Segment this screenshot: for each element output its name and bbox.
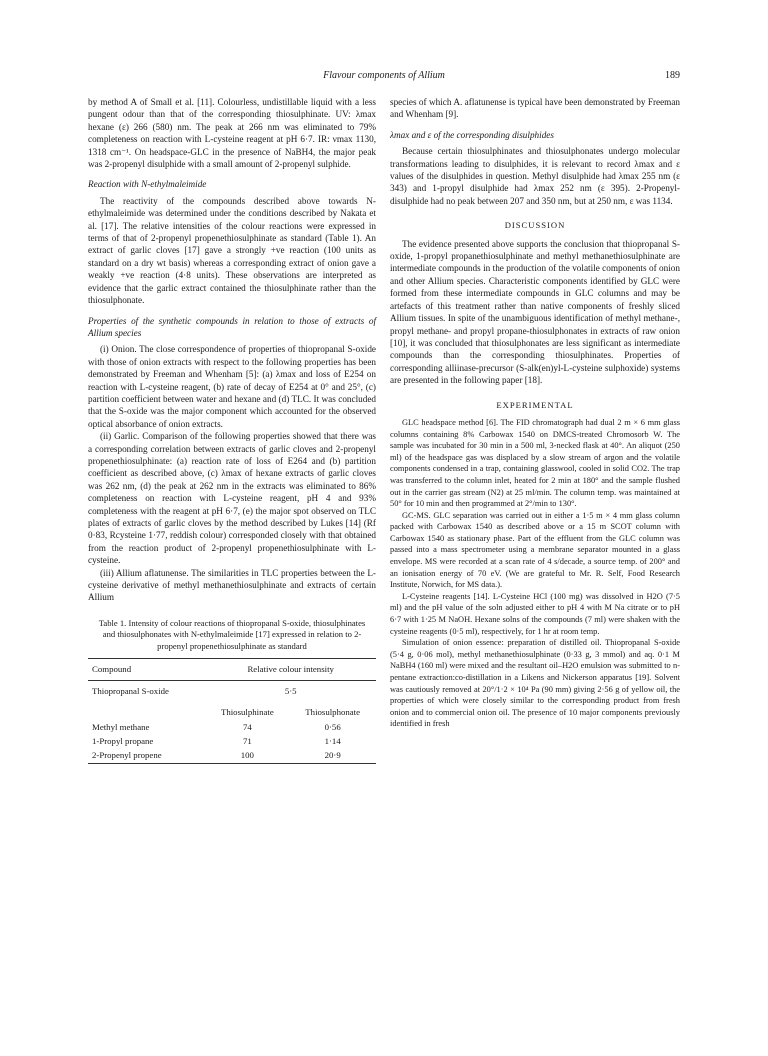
- running-title: Flavour components of Allium: [323, 70, 445, 81]
- table-row-label: Thiopropanal S-oxide: [92, 685, 169, 696]
- paragraph: (i) Onion. The close correspondence of properties of thiopropanal S-oxide with those of onion extracts with respect to the following properties has been demonstrated by Freeman and Whenham [5]: (a) λmax and loss of E254 on reaction with L-cysteine reagent, (b) rate of decay of E254 at 0° and 25°, (c) partition coefficient between water and hexane and (d) TLC. It was concluded that the S-oxide was the major component which accounted for the observed optical absorbance of onion extracts.: [88, 344, 376, 429]
- table-header-compound: Compound: [92, 664, 132, 675]
- table-cell: 20·9: [324, 750, 341, 761]
- table-caption: Table 1. Intensity of colour reactions of thiopropanal S-oxide, thiosulphinates and thiosulphonates with N-ethylmaleimide [17] expressed in relation to 2-propenyl propenethiosulphinate as standard: [98, 617, 366, 651]
- table-cell: 5·5: [284, 685, 297, 696]
- page-number: 189: [665, 70, 680, 81]
- table-cell: 74: [242, 721, 252, 732]
- paragraph: GLC headspace method [6]. The FID chromatograph had dual 2 m × 6 mm glass columns containing 8% Carbowax 1540 on DMCS-treated Chromosorb W. The sample was incubated for 30 min in a 500 ml, 3-necked flask at 40°. An aliquot (250 ml) of the headspace gas was displaced by a slow stream of argon and the volatile components condensed in a trap, containing glasswool, cooled in solid CO2. The trap was transferred to the column inlet, heated for 2 min at 180° and the sample flushed out in the carrier gas stream (N2) at 25 ml/min. The column temp. was maintained at 50° for 10 min and then programmed at 2°/min to 130°.: [390, 417, 680, 509]
- section-heading-discussion: DISCUSSION: [504, 220, 566, 231]
- subsection-heading-reaction: Reaction with N-ethylmaleimide: [88, 179, 207, 190]
- table-cell: 0·56: [324, 721, 341, 732]
- paragraph: The reactivity of the compounds described above towards N-ethylmaleimide was determined under the conditions described by Nakata et al. [17]. The relative intensities of the colour reactions were expressed in terms of that of 2-propenyl propenethiosulphinate as standard (Table 1). An extract of garlic cloves [17] gave a strongly +ve reaction (100 units as standard on a dry wt basis) whereas a corresponding extract of onion gave a weakly +ve reaction (4·8 units). These observations are interpreted as evidence that the garlic extract contained the thiosulphinate rather than the thiosulphonate.: [88, 195, 376, 306]
- paragraph: The evidence presented above supports the conclusion that thiopropanal S-oxide, 1-propyl propanethiosulphinate and methyl methanethiosulphinate are intermediate compounds in the production of the volatile components of onion and other Allium species. Characteristic components identified by GLC were formed from these intermediate compounds in GLC columns and may be artefacts of this treatment rather than native components of freshly sliced Allium tissues. In spite of the unambiguous identification of methyl methane-, propyl methane- and propyl propane-thiosulphonates in extracts of raw onion [10], it was concluded that thiosulphonates are less significant as intermediate compounds than the corresponding thiosulphinates. Properties of corresponding alliinase-precursor (S-alk(en)yl-L-cysteine sulphoxide) systems are presented in the following paper [18].: [390, 238, 680, 386]
- right-column: [390, 96, 680, 730]
- paragraph: Because certain thiosulphinates and thiosulphonates undergo molecular transformations leading to disulphides, it is relevant to record λmax and ε values of the disulphides in question. Methyl disulphide had λmax 255 nm (ε 343) and 1-propyl disulphide had λmax 252 nm (ε 395). 2-Propenyl-disulphide had no peak between 207 and 350 nm, but at 250 nm, ε was 1134.: [390, 146, 680, 206]
- paragraph: (iii) Allium aflatunense. The similarities in TLC properties between the L-cysteine derivative of methyl methanethiosulphinate and extracts of certain Allium: [88, 567, 376, 603]
- paragraph: GC-MS. GLC separation was carried out in either a 1·5 m × 4 mm glass column packed with Carbowax 1540 as described above or a 15 m SCOT column with Carbowax 1540 as stationary phase. Part of the effluent from the GLC column was passed into a mass spectrometer using a membrane separator mounted in a glass envelope. MS were recorded at a scan rate of 4 s/decade, a source temp. of 200° and an ionisation energy of 70 eV. (We are grateful to Mr. R. Self, Food Research Institute, Norwich, for MS data.).: [390, 510, 680, 590]
- table-row-label: 2-Propenyl propene: [92, 750, 162, 761]
- table-cell: 100: [240, 750, 254, 761]
- subsection-heading-properties: Properties of the synthetic compounds in relation to those of extracts of Allium species: [88, 315, 376, 338]
- table-1: [88, 658, 376, 765]
- paragraph: Simulation of onion essence: preparation of distilled oil. Thiopropanal S-oxide (5·4 g, 0·06 mol), methyl methanethiosulphinate (0·33 g, 3 mmol) and aq. 0·1 M NaBH4 (160 ml) were mixed and the resultant oil–H2O emulsion was submitted to n-pentane extraction:co-distillation in a Likens and Nickerson apparatus [19]. Solvent was cautiously removed at 20°/1·2 × 10⁴ Pa (90 mm) giving 2·56 g of yellow oil, the properties of which were closely similar to the corresponding product from fresh onion and to commercial onion oil. The presence of 10 major components previously identified in fresh: [390, 638, 680, 729]
- table-subheader-thiosulphonate: Thiosulphonate: [305, 707, 361, 718]
- table-header-intensity: Relative colour intensity: [247, 664, 334, 675]
- table-row-label: Methyl methane: [92, 721, 150, 732]
- paragraph: L-Cysteine reagents [14]. L-Cysteine HCl (100 mg) was dissolved in H2O (7·5 ml) and the pH value of the soln adjusted either to pH 4 with M Na citrate or to pH 6·7 with 1·25 M NaOH. Hexane solns of the compounds (7 ml) were shaken with the cysteine reagents (0·5 ml), respectively, for 1 hr at room temp.: [390, 591, 680, 636]
- paragraph: species of which A. aflatunense is typical have been demonstrated by Freeman and Whenham [9].: [390, 97, 680, 120]
- subsection-heading-lambda: λmax and ε of the corresponding disulphides: [390, 129, 554, 140]
- table-row-label: 1-Propyl propane: [92, 735, 154, 746]
- paragraph: (ii) Garlic. Comparison of the following properties showed that there was a corresponding correlation between extracts of garlic cloves and 2-propenyl propenethiosulphinate: (a) reaction rate of loss of E264 and (b) partition coefficient as described above, (c) λmax of hexane extracts of garlic cloves was 262 nm, (d) the peak at 262 nm in the extracts was eliminated to 86% completeness on reaction with L-cysteine reagent, pH 4 and 93% completeness with the reagent at pH 6·7, (e) the major spot observed on TLC plates of extracts of garlic cloves by the method described by Lukes [14] (Rf 0·83, Rcysteine 1·77, reddish colour) corresponded closely with that obtained from the reaction product of 2-propenyl propenethiosulphinate with L-cysteine.: [88, 431, 376, 566]
- left-column: [88, 96, 376, 766]
- table-cell: 71: [242, 735, 252, 746]
- table-cell: 1·14: [324, 735, 341, 746]
- table-subheader-thiosulphinate: Thiosulphinate: [220, 707, 274, 718]
- table-bottom-rule: [88, 763, 376, 766]
- section-heading-experimental: EXPERIMENTAL: [496, 399, 574, 410]
- running-header: [88, 70, 680, 86]
- paragraph: by method A of Small et al. [11]. Colourless, undistillable liquid with a less pungent odour than that of the corresponding thiosulphinate. UV: λmax hexane (ε) 266 (580) nm. The peak at 266 nm was eliminated to 79% completeness on reaction with L-cysteine reagent at pH 6·7. IR: νmax 1130, 1318 cm⁻¹. On headspace-GLC in the presence of NaBH4, the major peak was 2-propenyl disulphide with a small amount of 2-propenyl sulphide.: [88, 97, 376, 170]
